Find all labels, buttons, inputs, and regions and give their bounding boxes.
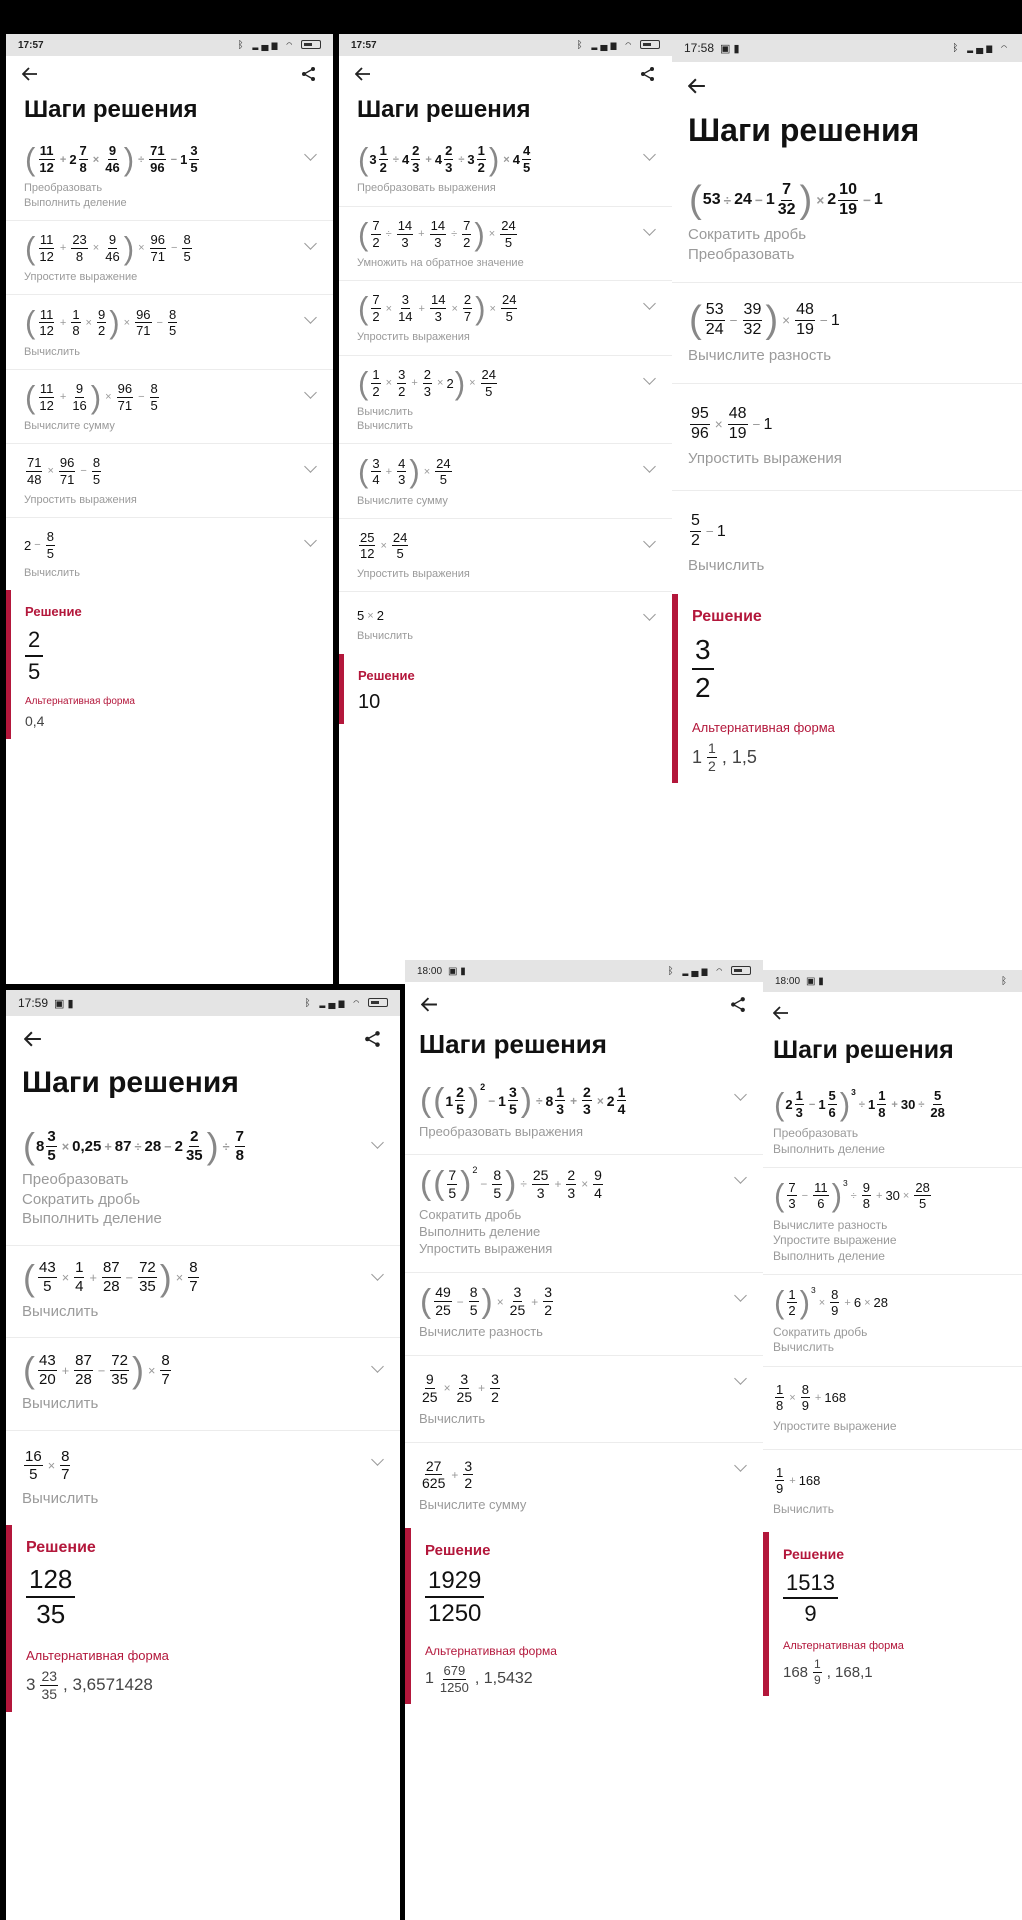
step-expression: $\frac{1}{8}$ × $\frac{8}{9}$ + 168 (776, 1381, 847, 1414)
step-expression: $\frac{16}{5}$ × $\frac{8}{7}$ (25, 1447, 70, 1484)
step-label: Преобразовать Выполнить деление (773, 1126, 885, 1156)
solution-value: $\frac{1929}{1250}$ (425, 1567, 484, 1628)
step-label: Преобразовать Сократить дробь Выполнить деление (22, 1171, 162, 1227)
alt-form-title: Альтернативная форма (425, 1643, 557, 1658)
step-5[interactable] (405, 1443, 763, 1528)
back-arrow-icon[interactable] (688, 78, 706, 94)
alt-form: 1 $\frac{679}{1250}$ , 1,5432 (425, 1662, 533, 1695)
step-3[interactable] (672, 384, 1022, 491)
alt-form: 3 $\frac{23}{35}$ , 3,6571428 (26, 1668, 153, 1702)
solution-title: Решение (25, 604, 82, 620)
step-3[interactable] (6, 295, 333, 370)
step-label: Вычислить (22, 1302, 99, 1320)
step-1[interactable] (405, 1072, 763, 1155)
step-4[interactable] (672, 491, 1022, 593)
status-bar: 17:57 ᛒ ▂▄▆ ◠ (6, 34, 333, 56)
alt-form-value: , 168,1 (826, 1663, 873, 1681)
step-expression: ( $\frac{11}{12}$ + 2 $\frac{7}{8}$ × $\frac{9}{46}$ ) ÷ $\frac{71}{96}$ − 1 $\frac{3}{5}$ (25, 142, 198, 177)
status-icons: ᛒ (1001, 975, 1010, 987)
step-label: Вычислить (22, 1490, 99, 1507)
alt-form-title: Альтернативная форма (26, 1648, 169, 1664)
step-label: Преобразовать выражения (357, 182, 496, 195)
notification-icons: ▣ ▮ (54, 997, 74, 1010)
page-title: Шаги решения (688, 112, 920, 148)
alt-form-title: Альтернативная форма (25, 696, 135, 708)
step-expression: ( $\frac{43}{20}$ + $\frac{87}{28}$ − $\frac{72}{35}$ ) × $\frac{8}{7}$ (23, 1349, 170, 1390)
status-icons: ᛒ ▂▄▆ ◠ (952, 42, 1010, 54)
solution-block (6, 1525, 400, 1712)
step-label: Упростить выражения (357, 568, 470, 581)
step-expression: ( 3 $\frac{1}{2}$ ÷ 4 $\frac{2}{3}$ + 4 $\frac{2}{3}$ ÷ 3 $\frac{1}{2}$ ) × 4 $\frac{4}{5}$ (358, 142, 531, 177)
step-4[interactable] (6, 370, 333, 445)
step-label: Вычислить (22, 1395, 99, 1412)
step-label: Упростите выражение (773, 1419, 897, 1434)
step-label: Вычислите сумму (24, 420, 115, 432)
step-label: Сократить дробь Вычислить (773, 1324, 868, 1355)
step-expression: ( 8 $\frac{3}{5}$ × 0,25 + 87 ÷ 28 − 2 $\frac{2}{35}$ ) ÷ $\frac{7}{8}$ (23, 1125, 244, 1166)
step-label: Вычислите сумму (357, 494, 448, 507)
back-arrow-icon[interactable] (355, 67, 371, 81)
page-title: Шаги решения (419, 1029, 607, 1059)
solution-block (672, 594, 1022, 784)
status-bar: 18:00 ▣ ▮ ᛒ (763, 970, 1022, 992)
share-icon[interactable] (364, 1030, 382, 1048)
step-2[interactable] (672, 283, 1022, 384)
step-5[interactable] (6, 444, 333, 518)
step-expression: ( $\frac{7}{3}$ − $\frac{11}{6}$ ) 3 ÷ $\frac{9}{8}$ + 30 × $\frac{28}{5}$ (774, 1178, 930, 1214)
alt-form-value: 0,4 (25, 713, 45, 730)
status-bar: 17:58 ▣ ▮ ᛒ ▂▄▆ ◠ (672, 34, 1022, 62)
step-label: Преобразовать Выполнить деление (24, 182, 127, 209)
screenshot-panel-2 (339, 34, 672, 984)
alt-form: 1 $\frac{1}{2}$ , 1,5 (692, 739, 757, 774)
alt-form: 168 $\frac{1}{9}$ , 168,1 (783, 1657, 873, 1687)
step-4[interactable] (6, 1431, 400, 1525)
step-label: Упростить выражения (24, 493, 137, 506)
step-3[interactable] (6, 1338, 400, 1431)
step-1[interactable] (339, 132, 672, 207)
step-4[interactable] (405, 1356, 763, 1442)
step-expression: $\frac{25}{12}$ × $\frac{24}{5}$ (360, 529, 408, 562)
step-expression: ( $\frac{53}{24}$ − $\frac{39}{32}$ ) × $\frac{48}{19}$ − 1 (689, 298, 840, 342)
alt-form-value: , 1,5432 (474, 1670, 533, 1688)
step-expression: ( $\frac{7}{2}$ × $\frac{3}{14}$ + $\frac{14}{3}$ × $\frac{2}{7}$ ) × $\frac{24}{5}$ (358, 291, 517, 326)
step-label: Сократить дробь Выполнить деление Упростить выражения (419, 1207, 553, 1256)
step-3[interactable] (405, 1273, 763, 1356)
solution-title: Решение (26, 1538, 96, 1556)
step-expression: ( 2 $\frac{1}{3}$ − 1 $\frac{5}{6}$ ) 3 ÷ 1 $\frac{1}{8}$ + 30 ÷ $\frac{5}{28}$ (774, 1087, 945, 1122)
alt-form-title: Альтернативная форма (783, 1640, 904, 1653)
share-icon[interactable] (301, 66, 317, 82)
step-expression: $\frac{95}{96}$ × $\frac{48}{19}$ − 1 (691, 405, 773, 443)
step-6[interactable] (339, 519, 672, 593)
solution-title: Решение (692, 607, 762, 625)
step-4[interactable] (339, 356, 672, 445)
step-expression: 5 × 2 (357, 608, 384, 624)
solution-title: Решение (783, 1545, 845, 1562)
alt-form-value: , 3,6571428 (63, 1675, 153, 1695)
step-expression: ( $\frac{1}{2}$ ) 3 × $\frac{8}{9}$ + 6 × 28 (774, 1285, 889, 1321)
step-label: Вычислить (688, 557, 765, 574)
step-label: Вычислите разность (688, 346, 832, 364)
step-label: Вычислить (24, 345, 80, 358)
step-7[interactable] (339, 592, 672, 653)
page-title: Шаги решения (773, 1036, 954, 1064)
step-expression: ( $\frac{11}{12}$ + $\frac{1}{8}$ × $\frac{9}{2}$ ) × $\frac{96}{71}$ − $\frac{8}{5}$ (25, 305, 177, 341)
step-5[interactable] (763, 1450, 1022, 1532)
step-expression: $\frac{27}{625}$ + $\frac{3}{2}$ (422, 1457, 473, 1492)
step-3[interactable] (339, 281, 672, 356)
screenshot-panel-5 (405, 960, 763, 1920)
solution-block (405, 1528, 763, 1704)
share-icon[interactable] (730, 996, 747, 1013)
alt-form-title: Альтернативная форма (692, 719, 835, 735)
step-label: Упростить выражения (357, 331, 470, 344)
step-expression: $\frac{71}{48}$ × $\frac{96}{71}$ − $\frac{8}{5}$ (27, 455, 101, 487)
step-label: Упростите выражение (24, 271, 138, 283)
screenshot-panel-3 (672, 34, 1022, 984)
status-icons: ᛒ ▂▄▆ ◠ (668, 966, 751, 977)
step-6[interactable] (6, 518, 333, 591)
step-expression: ( $\frac{49}{25}$ − $\frac{8}{5}$ ) × $\frac{3}{25}$ + $\frac{3}{2}$ (420, 1282, 552, 1320)
page-title: Шаги решения (24, 96, 198, 123)
notification-icons: ▣ ▮ (448, 965, 466, 977)
back-arrow-icon[interactable] (773, 1006, 789, 1020)
step-expression: ( 53 ÷ 24 − 1 $\frac{7}{32}$ ) × 2 $\frac{10}{19}$ − 1 (689, 178, 883, 221)
status-icons: ᛒ ▂▄▆ ◠ (238, 40, 321, 51)
step-1[interactable] (6, 132, 333, 221)
step-5[interactable] (339, 444, 672, 519)
status-bar: 18:00 ▣ ▮ ᛒ ▂▄▆ ◠ (405, 960, 763, 982)
solution-block (6, 590, 333, 739)
step-4[interactable] (763, 1367, 1022, 1450)
step-expression: ( $\frac{3}{4}$ + $\frac{4}{3}$ ) × $\frac{24}{5}$ (358, 454, 451, 490)
solution-value: $\frac{1513}{9}$ (783, 1570, 838, 1627)
solution-title: Решение (358, 667, 415, 683)
solution-value: 10 (358, 690, 381, 713)
step-2[interactable] (339, 207, 672, 282)
solution-block (763, 1532, 1022, 1697)
page-title: Шаги решения (22, 1066, 239, 1099)
step-2[interactable] (405, 1155, 763, 1272)
step-expression: ( ( $\frac{7}{5}$ ) 2 − $\frac{8}{5}$ ) ÷ $\frac{25}{3}$ + $\frac{2}{3}$ × $\frac{9}{4}$ (420, 1165, 602, 1203)
step-label: Вычислите разность (419, 1324, 543, 1340)
step-label: Преобразовать выражения (419, 1123, 583, 1139)
notification-icons: ▣ ▮ (806, 975, 824, 987)
step-label: Вычислите сумму (419, 1496, 527, 1512)
step-3[interactable] (763, 1275, 1022, 1366)
status-icons: ᛒ ▂▄▆ ◠ (305, 998, 388, 1009)
step-expression: ( $\frac{43}{5}$ × $\frac{1}{4}$ + $\frac{87}{28}$ − $\frac{72}{35}$ ) × $\frac{8}{7}$ (23, 1256, 198, 1298)
alt-form-value: , 1,5 (721, 746, 757, 767)
solution-value: $\frac{2}{5}$ (25, 627, 43, 684)
step-1[interactable] (763, 1077, 1022, 1168)
solution-value: $\frac{128}{35}$ (26, 1565, 75, 1631)
step-1[interactable] (672, 167, 1022, 283)
step-expression: ( $\frac{11}{12}$ + $\frac{23}{8}$ × $\frac{9}{46}$ ) × $\frac{96}{71}$ − $\frac{8}{5}$ (25, 230, 191, 266)
step-expression: ( $\frac{1}{2}$ × $\frac{3}{2}$ + $\frac{2}{3}$ × 2 ) × $\frac{24}{5}$ (358, 365, 496, 401)
step-label: Умножить на обратное значение (357, 256, 524, 269)
step-1[interactable] (6, 1114, 400, 1246)
back-arrow-icon[interactable] (421, 997, 438, 1012)
step-label: Вычислить (419, 1410, 486, 1426)
status-bar: 17:59 ▣ ▮ ᛒ ▂▄▆ ◠ (6, 990, 400, 1016)
step-expression: ( ( 1 $\frac{2}{5}$ ) 2 − 1 $\frac{3}{5}$ ) ÷ 8 $\frac{1}{3}$ + $\frac{2}{3}$ × 2 $\frac{1}{4}$ (420, 1082, 626, 1119)
solution-title: Решение (425, 1541, 491, 1559)
screenshot-panel-1 (6, 34, 333, 984)
step-2[interactable] (763, 1168, 1022, 1275)
step-label: Вычислите разность Упростите выражение Выполнить деление (773, 1217, 897, 1263)
step-2[interactable] (6, 1246, 400, 1339)
step-expression: $\frac{1}{9}$ + 168 (776, 1464, 821, 1497)
step-expression: $\frac{5}{2}$ − 1 (691, 512, 726, 550)
step-expression: ( $\frac{7}{2}$ ÷ $\frac{14}{3}$ + $\frac{14}{3}$ ÷ $\frac{7}{2}$ ) × $\frac{24}{5}$ (358, 216, 516, 252)
step-label: Упростить выражения (688, 449, 842, 467)
step-expression: ( $\frac{11}{12}$ + $\frac{9}{16}$ ) × $\frac{96}{71}$ − $\frac{8}{5}$ (25, 379, 158, 415)
step-label: Сократить дробь Преобразовать (688, 226, 807, 263)
back-arrow-icon[interactable] (22, 67, 38, 81)
solution-block (339, 654, 672, 724)
step-expression: $\frac{9}{25}$ × $\frac{3}{25}$ + $\frac{3}{2}$ (422, 1371, 499, 1405)
screenshot-panel-6 (763, 970, 1022, 1920)
step-label: Вычислить (24, 567, 80, 580)
solution-value: $\frac{3}{2}$ (692, 634, 714, 704)
page-title: Шаги решения (357, 96, 531, 123)
notification-icons: ▣ ▮ (720, 42, 740, 55)
share-icon[interactable] (640, 66, 656, 82)
step-label: Вычислить (773, 1501, 835, 1516)
step-label: Вычислить Вычислить (357, 405, 413, 432)
step-expression: 2 − $\frac{8}{5}$ (24, 528, 54, 561)
step-label: Вычислить (357, 630, 413, 643)
status-icons: ᛒ ▂▄▆ ◠ (577, 40, 660, 51)
screenshot-panel-4 (6, 990, 400, 1920)
status-bar: 17:57 ᛒ ▂▄▆ ◠ (339, 34, 672, 56)
back-arrow-icon[interactable] (24, 1031, 42, 1047)
step-2[interactable] (6, 221, 333, 296)
